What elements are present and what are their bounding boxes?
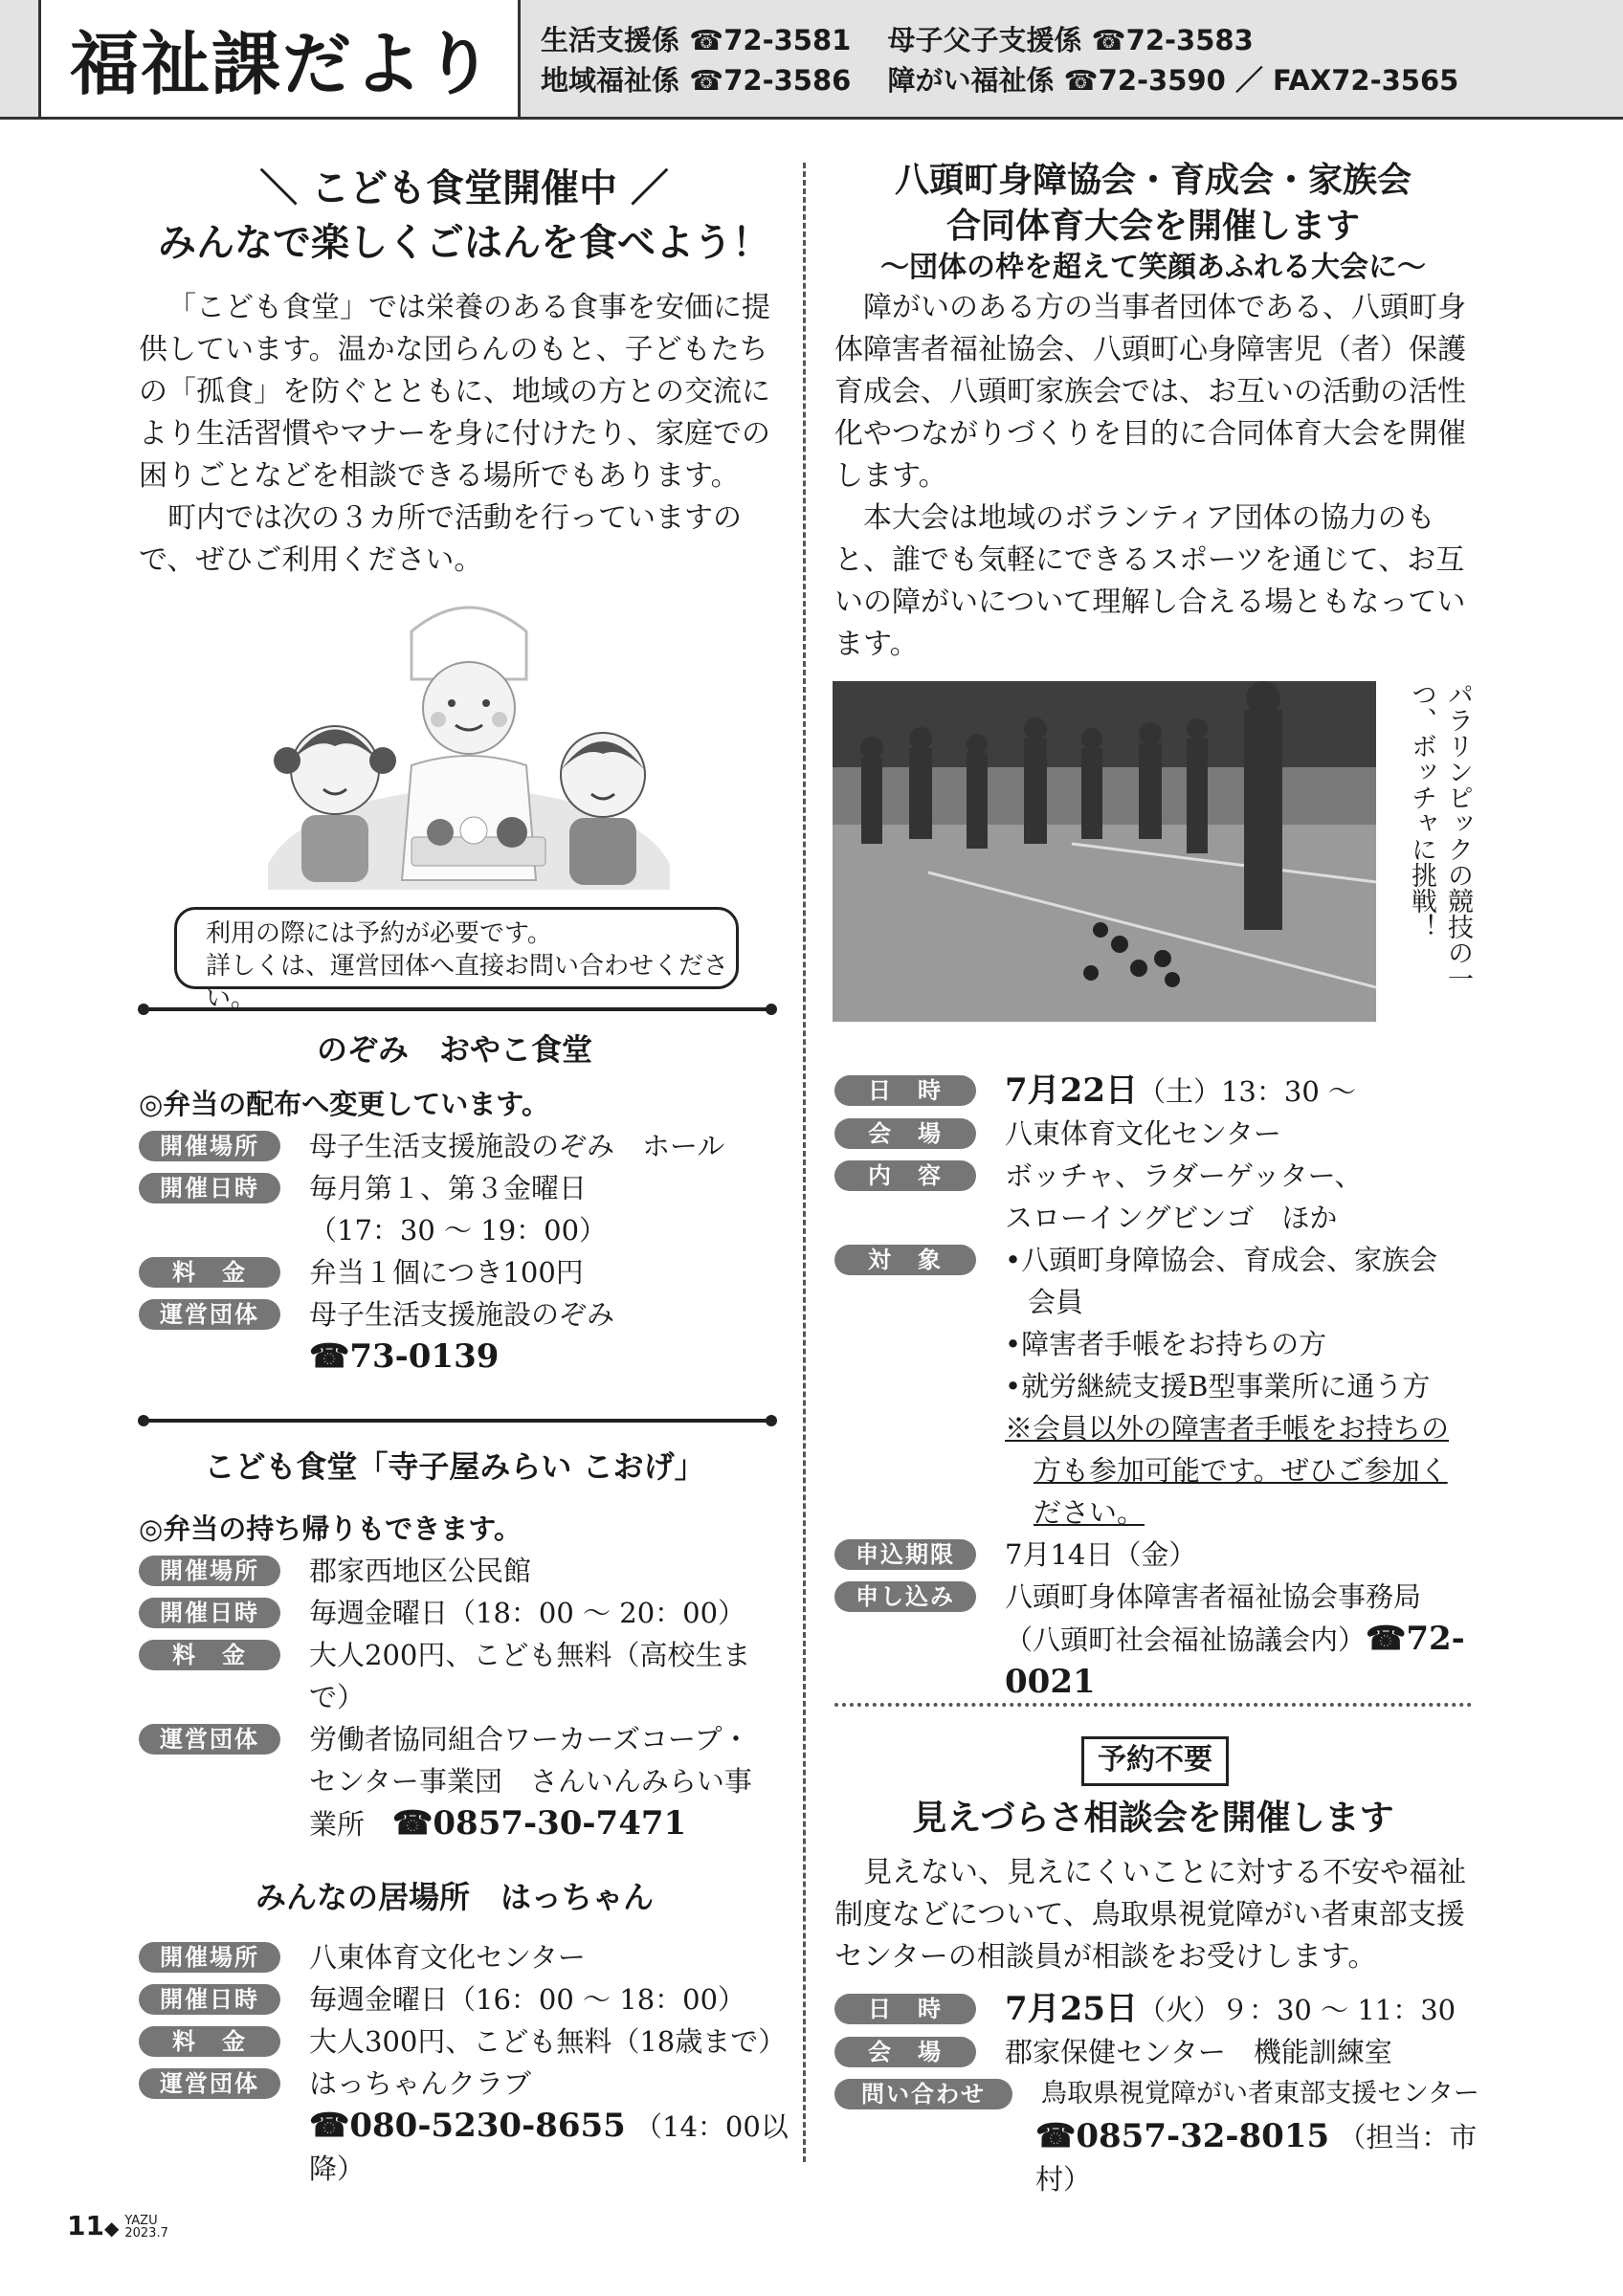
kids-meal-illustration [268, 593, 670, 890]
deadline-value: 7月14日（金） [1005, 1538, 1197, 1571]
phone-note: （14：00以降） [309, 2110, 789, 2185]
label-org: 運営団体 [139, 1299, 280, 1330]
target-note: ださい。 [1034, 1496, 1145, 1529]
section-divider [834, 1703, 1472, 1707]
left-title-2: みんなで楽しくごはんを食べよう！ [158, 221, 770, 265]
label-org: 運営団体 [139, 1724, 280, 1755]
consultation-text [834, 1852, 1476, 1978]
label-place: 開催場所 [139, 1556, 280, 1586]
label-fee: 料 金 [139, 1640, 280, 1670]
label-content: 内 容 [834, 1160, 976, 1191]
contacts-row-1 [541, 19, 1280, 58]
event-date: 7月22日 [1005, 1071, 1138, 1110]
contact-item: 地域福祉係 ☎72-3586 [541, 64, 852, 97]
consultation-title: 見えづらさ相談会を開催します [912, 1799, 1394, 1838]
org-value: センター事業団 さんいんみらい事 [309, 1765, 752, 1798]
label-contact: 問い合わせ [834, 2079, 1012, 2109]
nozomi-info [139, 1083, 789, 1379]
contact-item: 生活支援係 ☎72-3581 [541, 24, 852, 56]
content-value: ボッチャ、ラダーゲッター、 [1005, 1159, 1363, 1192]
consultation-paragraph: 見えない、見えにくいことに対する不安や福祉制度などについて、鳥取県視覚障がい者東部支援センターの相談員が相談をお受けします。 [834, 1856, 1466, 1974]
date-value: 毎週金曜日（18：00 ～ 20：00） [309, 1597, 746, 1629]
event-info [834, 1070, 1495, 1704]
venue-value: 郡家保健センター 機能訓練室 [1005, 2036, 1392, 2068]
label-date: 開催日時 [139, 1598, 280, 1628]
apply-value: 八頭町身体障害者福祉協会事務局 [1005, 1580, 1422, 1613]
no-reservation-badge: 予約不要 [1081, 1736, 1229, 1786]
section-rule [142, 1007, 773, 1011]
target-note: ※会員以外の障害者手帳をお持ちの [1005, 1412, 1450, 1445]
phone-number: ☎72-0021 [1005, 1620, 1465, 1701]
date-value: 毎週金曜日（16：00 ～ 18：00） [309, 1983, 746, 2016]
label-date: 開催日時 [139, 1984, 280, 2015]
target-item: 会員 [1028, 1286, 1084, 1318]
terakoya-note: ◎弁当の持ち帰りもできます。 [139, 1512, 522, 1545]
contact-item: 障がい福祉係 ☎72-3590 ／ FAX72-3565 [887, 64, 1459, 97]
intro-paragraph: 町内では次の３カ所で活動を行っていますので、ぜひご利用ください。 [139, 501, 742, 577]
label-apply: 申し込み [834, 1581, 976, 1612]
org-value: 業所 [309, 1808, 366, 1841]
diamond-icon: ◆ [103, 2217, 120, 2240]
label-fee: 料 金 [139, 2026, 280, 2057]
place-value: 母子生活支援施設のぞみ ホール [309, 1130, 725, 1162]
fee-value: 弁当１個につき100円 [309, 1256, 584, 1289]
boccia-photo [833, 681, 1376, 1022]
intro-paragraph: 「こども食堂」では栄養のある食事を安価に提供しています。温かな団らんのもと、子どもたちの「孤食」を防ぐとともに、地域の方との交流により生活習慣やマナーを身に付けたり、家庭での困りごとなどを相談できる場所でもあります。 [139, 291, 770, 493]
label-deadline: 申込期限 [834, 1539, 976, 1570]
page-header [0, 0, 1623, 120]
label-venue: 会 場 [834, 2037, 976, 2067]
right-title-1: 八頭町身障協会・育成会・家族会 [894, 161, 1412, 200]
phone-number: ☎0857-30-7471 [392, 1804, 687, 1843]
consultation-date: 7月25日 [1005, 1990, 1138, 2028]
intro-paragraph: 本大会は地域のボランティア団体の協力のもと、誰でも気軽にできるスポーツを通じて、お互いの障がいについて理解し合える場ともなっています。 [834, 501, 1466, 661]
label-place: 開催場所 [139, 1131, 280, 1161]
left-intro [139, 287, 780, 582]
reservation-notice [174, 907, 739, 1013]
content-value: スローイングビンゴ ほか [1005, 1202, 1338, 1234]
notice-line: 詳しくは、運営団体へ直接お問い合わせください。 [206, 952, 729, 1013]
place-value: 八東体育文化センター [309, 1941, 586, 1974]
target-note: 方も参加可能です。ぜひご参加く [1034, 1454, 1448, 1487]
notice-line: 利用の際には予約が必要です。 [206, 919, 552, 948]
right-intro [834, 287, 1476, 666]
section-rule [142, 1419, 773, 1423]
date-value: 毎月第１、第３金曜日 [309, 1172, 588, 1204]
org-value: 労働者協同組合ワーカーズコープ・ [309, 1723, 750, 1755]
hacchan-info [139, 1936, 809, 2190]
hacchan-title: みんなの居場所 はっちゃん [255, 1879, 654, 1915]
label-target: 対 象 [834, 1245, 976, 1275]
contacts-row-2 [541, 59, 1485, 99]
phone-number: ☎0857-32-8015 [1035, 2117, 1330, 2155]
nozomi-note: ◎弁当の配布へ変更しています。 [139, 1088, 549, 1120]
fee-value: 大人200円、こども無料（高校生まで） [309, 1639, 751, 1713]
phone-note: （担当：市村） [1035, 2121, 1478, 2196]
intro-paragraph: 障がいのある方の当事者団体である、八頭町身体障害者福祉協会、八頭町心身障害児（者）保護育成会、八頭町家族会では、お互いの活動の活性化やつながりづくりを目的に合同体育大会を開催します。 [834, 291, 1466, 493]
target-item: •障害者手帳をお持ちの方 [1005, 1328, 1327, 1360]
label-org: 運営団体 [139, 2068, 280, 2099]
org-value: 母子生活支援施設のぞみ [309, 1298, 615, 1331]
column-divider [803, 163, 806, 2162]
terakoya-info [139, 1508, 789, 1845]
fee-value: 大人300円、こども無料（18歳まで） [309, 2025, 787, 2058]
consultation-time: （火）９：30 ～ 11：30 [1137, 1994, 1456, 2026]
org-value: はっちゃんクラブ [309, 2067, 532, 2100]
label-date: 日 時 [834, 1075, 976, 1106]
contact-value: 鳥取県視覚障がい者東部支援センター [1041, 2079, 1479, 2108]
consultation-info [834, 1988, 1495, 2200]
event-time: （土）13：30 ～ [1137, 1075, 1357, 1108]
issue-date: 2023.7 [124, 2226, 168, 2241]
nozomi-title: のぞみ おやこ食堂 [316, 1031, 592, 1068]
terakoya-title: こども食堂「寺子屋みらい こおげ」 [204, 1448, 705, 1485]
magazine-issue [124, 2215, 168, 2240]
right-title-2: 合同体育大会を開催します [945, 207, 1360, 246]
time-value: （17：30 ～ 19：00） [309, 1214, 608, 1247]
venue-value: 八東体育文化センター [1005, 1117, 1281, 1150]
phone-number: ☎080-5230-8655 [309, 2107, 626, 2145]
apply-value: （八頭町社会福祉協議会内） [1005, 1623, 1367, 1656]
phone-number: ☎73-0139 [309, 1337, 500, 1376]
section-title: 福祉課だより [38, 0, 521, 117]
label-place: 開催場所 [139, 1942, 280, 1973]
page-footer [67, 2210, 168, 2241]
left-title-1: ＼ こども食堂開催中 ／ [259, 166, 669, 210]
label-date: 日 時 [834, 1994, 976, 2024]
target-item: •八頭町身障協会、育成会、家族会 [1005, 1244, 1438, 1276]
label-date: 開催日時 [139, 1173, 280, 1203]
contact-item: 母子父子支援係 ☎72-3583 [887, 24, 1254, 56]
label-venue: 会 場 [834, 1118, 976, 1149]
page-number: 11 [67, 2210, 104, 2241]
place-value: 郡家西地区公民館 [309, 1555, 532, 1587]
label-fee: 料 金 [139, 1257, 280, 1288]
right-subtitle: ～団体の枠を超えて笑顔あふれる大会に～ [880, 251, 1426, 284]
magazine-name: YAZU [124, 2214, 158, 2228]
photo-caption: パラリンピックの競技の一つ、ボッチャに挑戦！ [1407, 681, 1473, 991]
target-item: •就労継続支援B型事業所に通う方 [1005, 1370, 1431, 1402]
